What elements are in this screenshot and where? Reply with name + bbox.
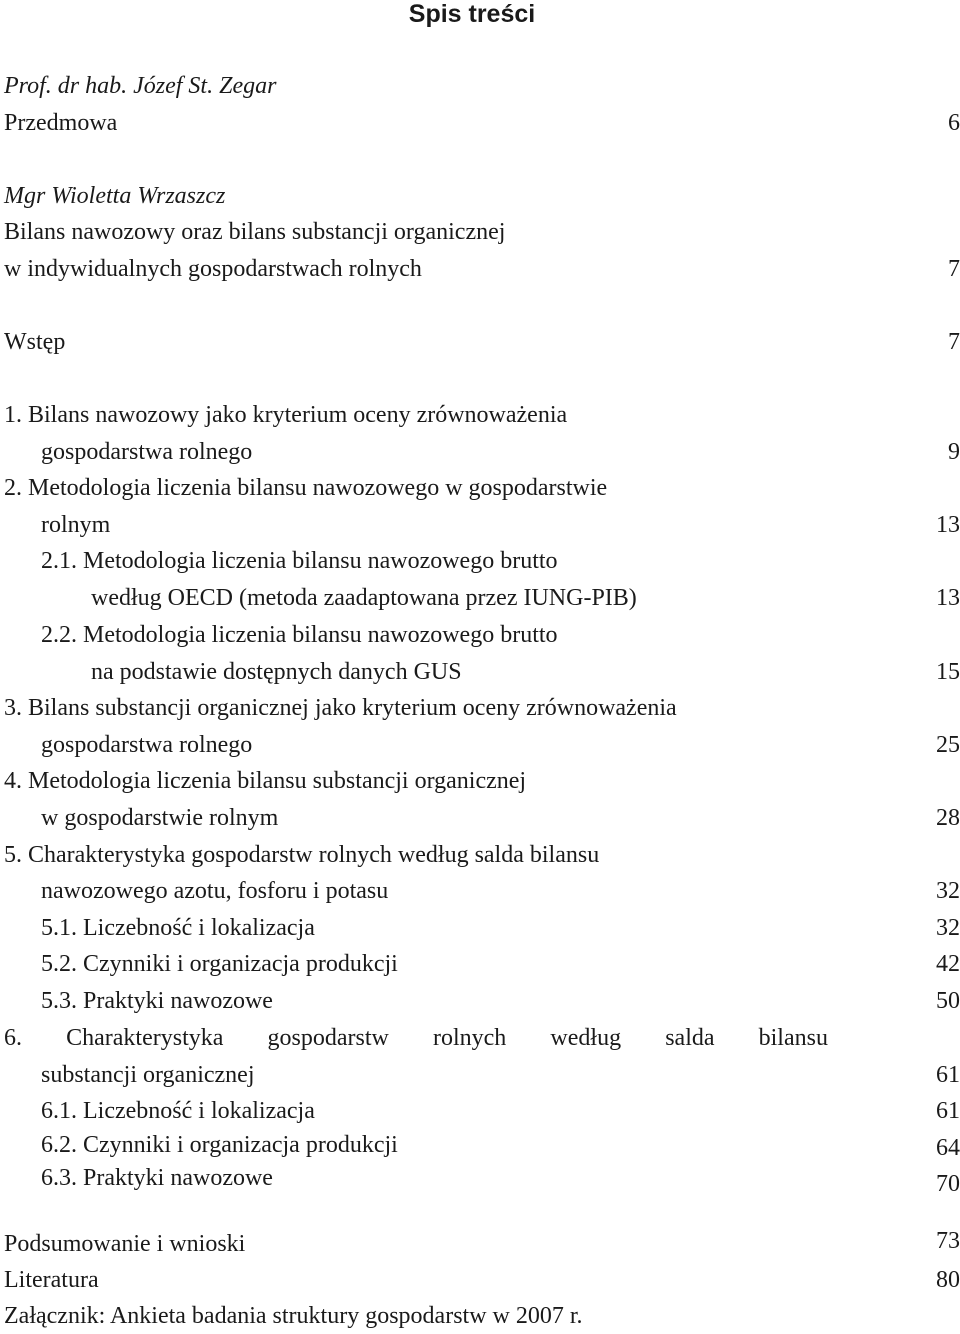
page-title: Spis treści [408,0,536,28]
toc-entry-intro[interactable] [0,324,960,360]
toc-entry-label-continued: na podstawie dostępnych danych GUS [91,659,462,685]
toc-entry-6[interactable] [0,1020,960,1056]
toc-page-number: 61 [936,1062,960,1088]
toc-entry-6-3[interactable] [0,1160,960,1196]
toc-page-number: 50 [936,988,960,1014]
toc-entry-label: 5.2. Czynniki i organizacja produkcji [41,951,398,977]
toc-entry-label: Literatura [4,1267,99,1293]
toc-word: salda [665,1025,715,1051]
toc-entry-label: 5.1. Liczebność i lokalizacja [41,915,315,941]
toc-page-number: 7 [948,256,960,282]
toc-entry-study[interactable] [0,251,960,287]
toc-entry-5-continued[interactable] [0,873,960,909]
toc-entry-3[interactable] [0,690,960,726]
study-title-line1 [0,214,960,250]
study-title-continued: w indywidualnych gospodarstwach rolnych [4,256,422,282]
toc-entry-label-continued: substancji organicznej [41,1062,255,1088]
toc-entry-label: 5. Charakterystyka gospodarstw rolnych według salda bilansu [4,842,600,868]
toc-entry-preface[interactable] [0,105,960,141]
toc-entry-2-1-continued[interactable] [0,580,960,616]
toc-entry-label: Załącznik: Ankieta badania struktury gospodarstw w 2007 r. [4,1303,583,1329]
toc-entry-2-continued[interactable] [0,507,960,543]
toc-page-number: 42 [936,951,960,977]
toc-entry-label: 4. Metodologia liczenia bilansu substancji organicznej [4,768,527,794]
study-title: Bilans nawozowy oraz bilans substancji organicznej [4,219,506,245]
toc-page-number: 32 [936,878,960,904]
toc-entry-2[interactable] [0,470,960,506]
toc-entry-6-continued[interactable] [0,1057,960,1093]
toc-entry-label: Podsumowanie i wnioski [4,1231,246,1257]
toc-word: bilansu [758,1025,828,1051]
toc-page-number: 15 [936,659,960,685]
toc-entry-label-continued: według OECD (metoda zaadaptowana przez IUNG-PIB) [91,585,637,611]
toc-entry-label: 6.3. Praktyki nawozowe [41,1165,273,1191]
toc-entry-1-continued[interactable] [0,434,960,470]
toc-entry-1[interactable] [0,397,960,433]
toc-entry-appendix[interactable] [0,1298,960,1334]
toc-word: Charakterystyka [66,1025,224,1051]
toc-entry-2-2[interactable] [0,617,960,653]
toc-entry-label: 6.2. Czynniki i organizacja produkcji [41,1132,398,1158]
toc-entry-5-2[interactable] [0,946,960,982]
toc-page-number: 32 [936,915,960,941]
toc-page-number: 70 [936,1171,960,1197]
toc-entry-4-continued[interactable] [0,800,960,836]
preface-author-line [0,68,960,104]
study-author: Mgr Wioletta Wrzaszcz [4,183,226,209]
toc-entry-4[interactable] [0,763,960,799]
toc-entry-label: Przedmowa [4,110,118,136]
toc-entry-2-1[interactable] [0,543,960,579]
toc-entry-label: 1. Bilans nawozowy jako kryterium oceny zrównoważenia [4,402,568,428]
toc-entry-label: 2.1. Metodologia liczenia bilansu nawozowego brutto [41,548,558,574]
study-author-line [0,178,960,214]
toc-entry-label-continued: rolnym [41,512,111,538]
toc-page-number: 25 [936,732,960,758]
toc-page-number: 28 [936,805,960,831]
toc-entry-2-2-continued[interactable] [0,654,960,690]
toc-entry-label [4,1020,828,1056]
toc-page-number: 64 [936,1135,960,1161]
toc-entry-6-2[interactable] [0,1127,960,1163]
toc-page-number: 13 [936,512,960,538]
toc-word: 6. [4,1025,22,1051]
toc-page-number: 80 [936,1267,960,1293]
toc-page-number: 7 [948,329,960,355]
toc-page-number: 6 [948,110,960,136]
toc-page-number: 73 [936,1228,960,1254]
toc-word: według [550,1025,622,1051]
toc-page-number: 9 [948,439,960,465]
toc-entry-3-continued[interactable] [0,727,960,763]
toc-entry-label: 2.2. Metodologia liczenia bilansu nawozowego brutto [41,622,558,648]
toc-entry-label: 2. Metodologia liczenia bilansu nawozowego w gospodarstwie [4,475,608,501]
toc-page-number: 13 [936,585,960,611]
toc-entry-label-continued: gospodarstwa rolnego [41,732,253,758]
toc-word: gospodarstw [267,1025,389,1051]
toc-entry-6-1[interactable] [0,1093,960,1129]
toc-entry-5-3[interactable] [0,983,960,1019]
toc-entry-5[interactable] [0,837,960,873]
preface-author: Prof. dr hab. Józef St. Zegar [4,73,277,99]
toc-entry-literature[interactable] [0,1262,960,1298]
toc-entry-label-continued: gospodarstwa rolnego [41,439,253,465]
toc-word: rolnych [432,1025,507,1051]
toc-entry-label: 5.3. Praktyki nawozowe [41,988,273,1014]
toc-entry-label: 3. Bilans substancji organicznej jako kryterium oceny zrównoważenia [4,695,677,721]
toc-entry-label-continued: nawozowego azotu, fosforu i potasu [41,878,389,904]
toc-entry-5-1[interactable] [0,910,960,946]
toc-entry-summary[interactable] [0,1226,960,1262]
toc-entry-label-continued: w gospodarstwie rolnym [41,805,279,831]
toc-entry-label: Wstęp [4,329,66,355]
toc-entry-label: 6.1. Liczebność i lokalizacja [41,1098,315,1124]
toc-page-number: 61 [936,1098,960,1124]
